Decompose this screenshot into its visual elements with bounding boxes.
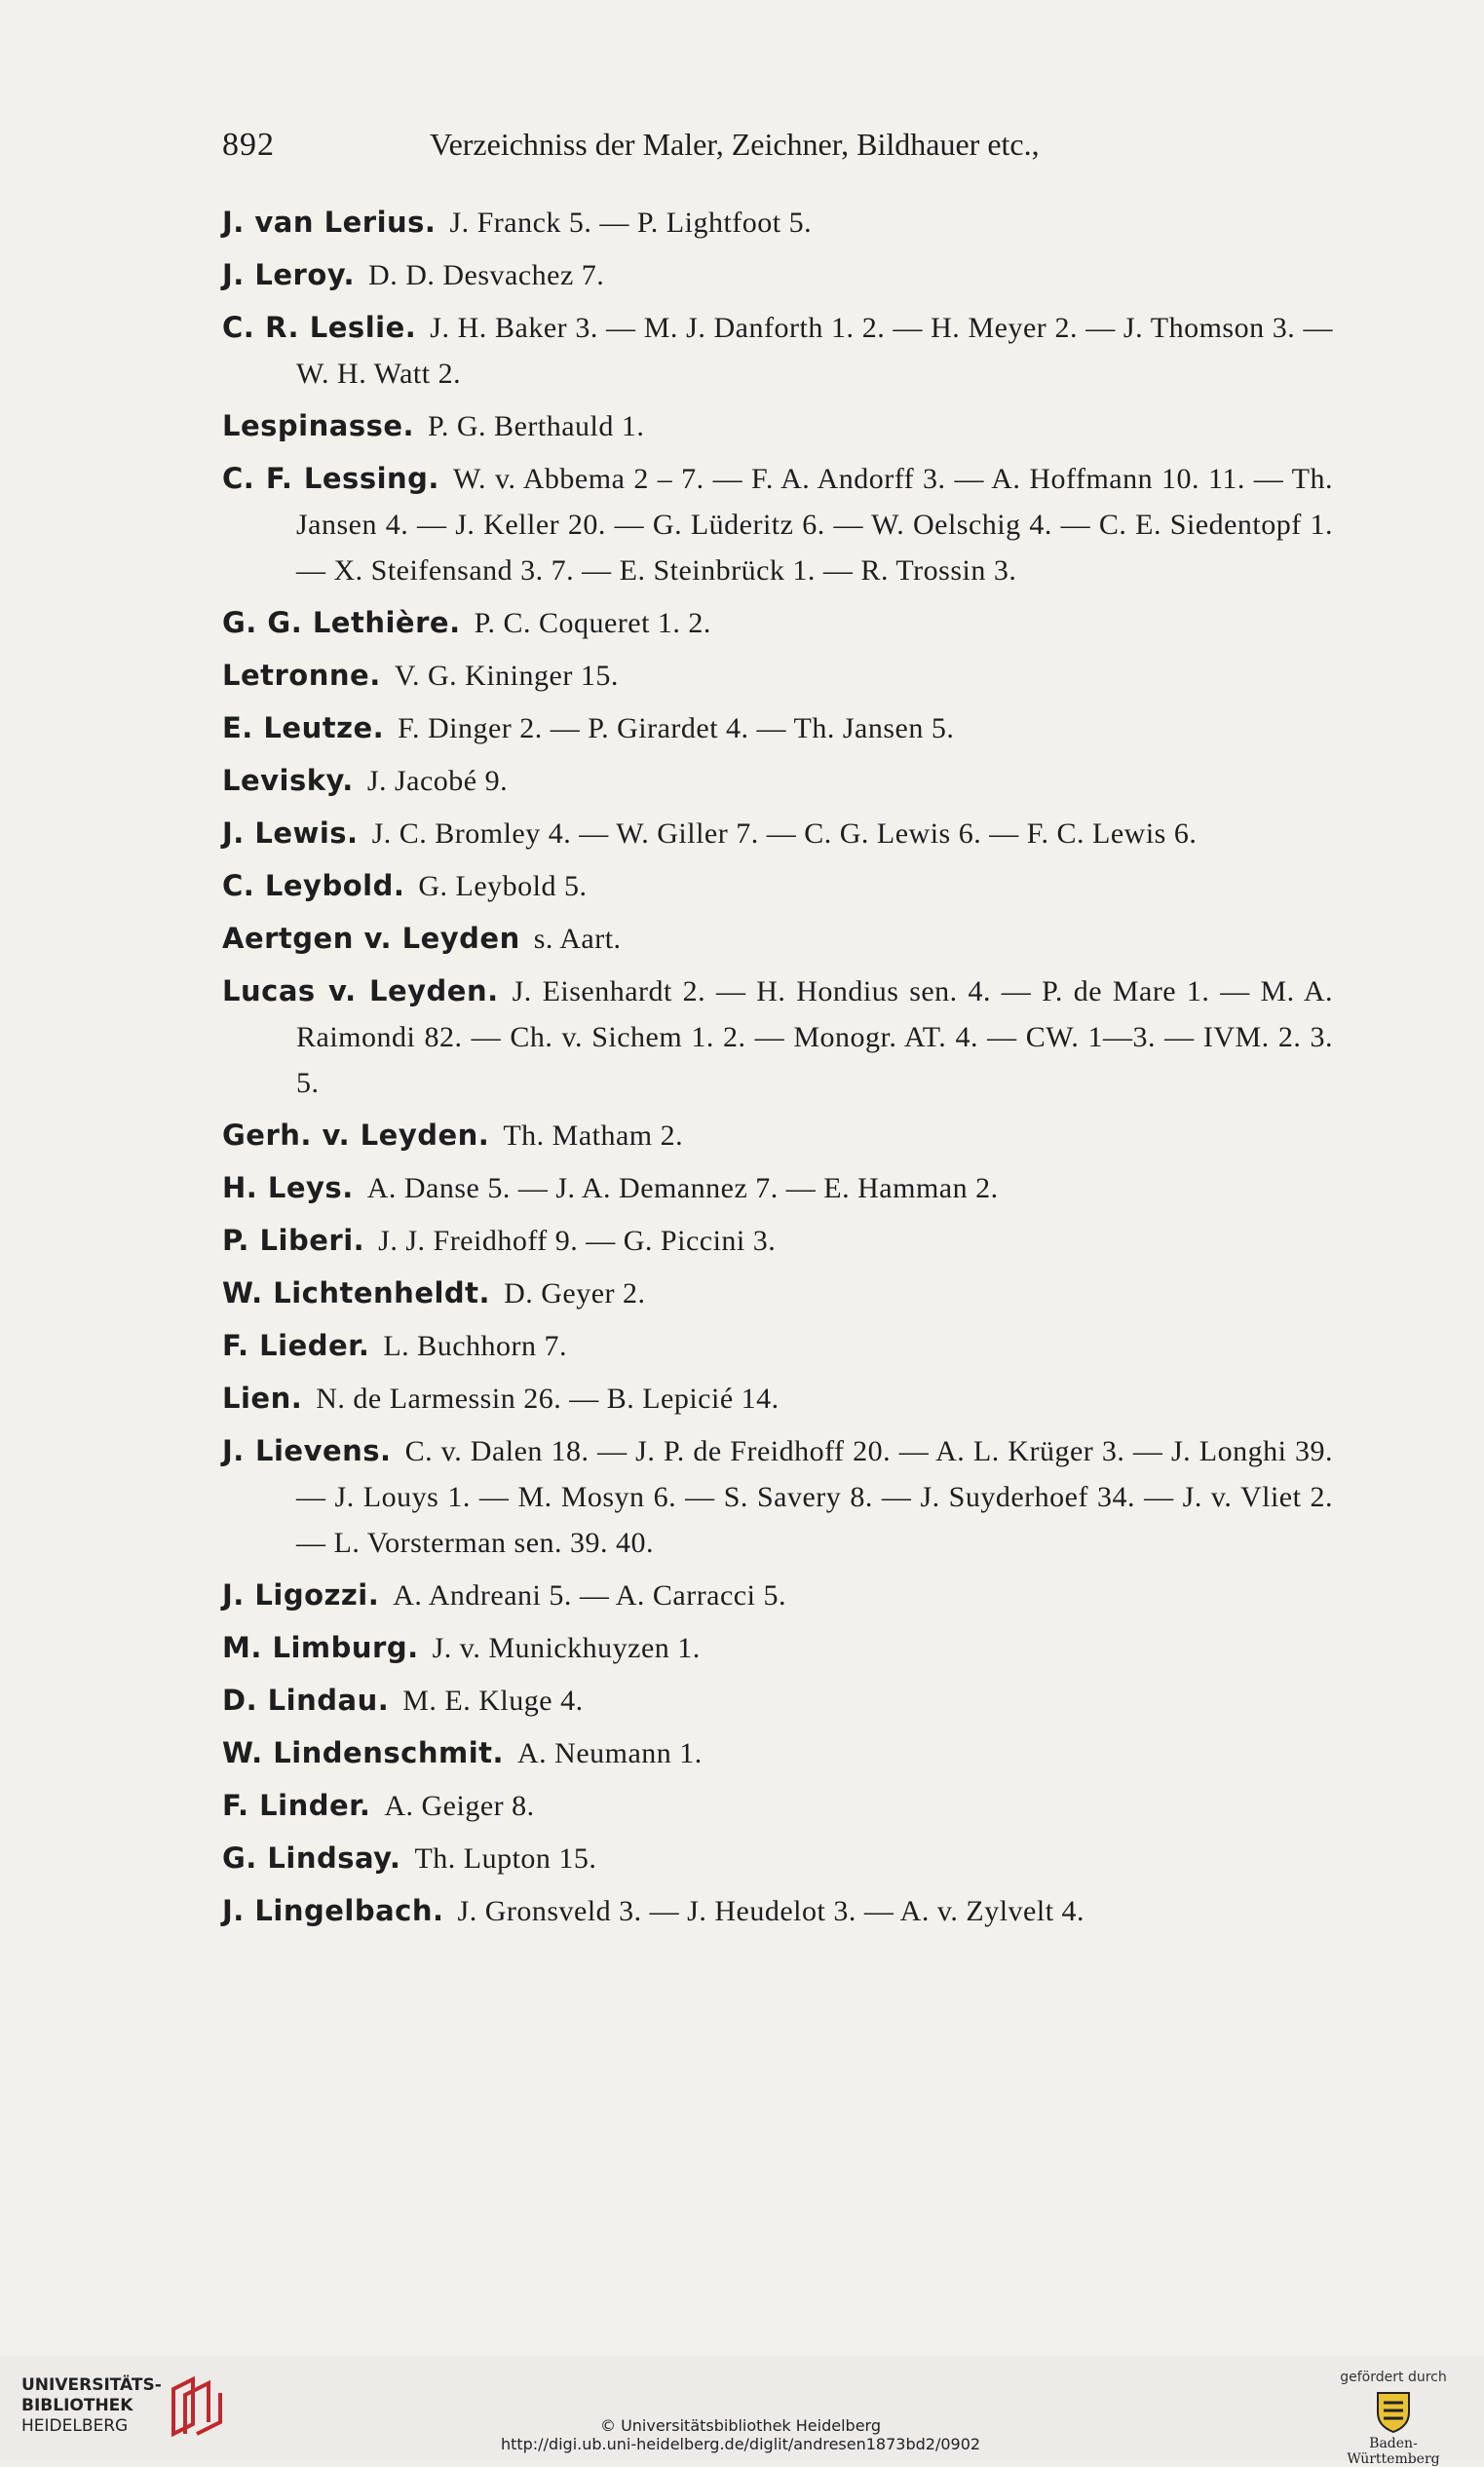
index-entry [222,968,1333,1106]
index-entry [222,1730,1333,1776]
state-crest-icon [1370,2389,1417,2434]
engraver-references: A. Andreani 5. — A. Carracci 5. [393,1579,786,1612]
index-entry [222,758,1333,804]
index-entry [222,863,1333,909]
artist-name: W. Lichtenheldt. [222,1276,491,1309]
index-entry [222,456,1333,593]
engraver-references: Th. Matham 2. [503,1120,684,1152]
engraver-references: A. Geiger 8. [384,1790,535,1822]
footer-bar [0,2356,1484,2467]
engraver-references: J. v. Munickhuyzen 1. [432,1632,701,1664]
index-entry [222,1376,1333,1422]
running-title: Verzeichniss der Maler, Zeichner, Bildhauer etc., [430,127,1040,162]
engraver-references: P. C. Coqueret 1. 2. [474,607,711,639]
artist-name: C. Leybold. [222,869,405,902]
artist-name: F. Linder. [222,1789,371,1822]
library-line-1: UNIVERSITÄTS- [21,2375,162,2395]
engraver-references: A. Neumann 1. [517,1737,703,1769]
engraver-references: J. C. Bromley 4. — W. Giller 7. — C. G. Lewis 6. — F. C. Lewis 6. [371,817,1198,850]
artist-name: J. Leroy. [222,258,356,291]
engraver-references: P. G. Berthauld 1. [428,410,645,442]
index-entry [222,1271,1333,1316]
engraver-references: D. D. Desvachez 7. [368,259,605,291]
index-entry [222,600,1333,646]
engraver-references: J. H. Baker 3. — M. J. Danforth 1. 2. — H. Meyer 2. — J. Thomson 3. — W. H. Watt 2. [296,312,1333,390]
index-entry [222,1888,1333,1934]
artist-name: J. van Lerius. [222,206,437,239]
index-entry [222,916,1333,962]
engraver-references: A. Danse 5. — J. A. Demannez 7. — E. Hamman 2. [366,1172,999,1204]
artist-name: Lucas v. Leyden. [222,974,499,1007]
library-line-3: HEIDELBERG [21,2416,129,2436]
permalink-url[interactable]: http://digi.ub.uni-heidelberg.de/diglit/andresen1873bd2/0902 [500,2435,981,2453]
index-entry [222,1428,1333,1566]
artist-name: H. Leys. [222,1171,354,1204]
index-entry [222,403,1333,449]
index-entry [222,653,1333,699]
index-entry [222,1783,1333,1829]
artist-name: P. Liberi. [222,1224,365,1257]
artist-name: Aertgen v. Leyden [222,922,520,955]
sponsor-label: gefördert durch [1340,2370,1447,2385]
artist-name: Lespinasse. [222,409,415,442]
artist-name: C. F. Lessing. [222,462,439,495]
sponsor-name: Baden-Württemberg [1347,2436,1440,2467]
engraver-references: N. de Larmessin 26. — B. Lepicié 14. [316,1383,780,1415]
artist-name: Gerh. v. Leyden. [222,1119,490,1152]
engraver-references: L. Buchhorn 7. [383,1330,567,1362]
engraver-references: W. v. Abbema 2 – 7. — F. A. Andorff 3. — A. Hoffmann 10. 11. — Th. Jansen 4. — J. Keller 20. — G. Lüderitz 6. — W. Oelschig 4. — C. E. Siedentopf 1. — X. Steifensand 3. 7. — E. Steinbrück 1. — R. Trossin 3. [296,463,1333,587]
sponsor-block [1330,2370,1457,2467]
artist-name: M. Limburg. [222,1631,419,1664]
index-entry [222,1836,1333,1881]
artist-name: J. Ligozzi. [222,1578,380,1612]
artist-name: G. Lindsay. [222,1841,401,1875]
artist-name: G. G. Lethière. [222,606,461,639]
copyright-block [487,2416,994,2453]
index-entry [222,705,1333,751]
index-entry [222,811,1333,856]
artist-index-list [222,200,1333,1941]
index-entry [222,1625,1333,1671]
engraver-references: J. J. Freidhoff 9. — G. Piccini 3. [378,1225,777,1257]
artist-name: J. Lewis. [222,816,359,850]
index-entry [222,1218,1333,1264]
artist-name: J. Lingelbach. [222,1894,444,1927]
library-name [21,2375,162,2437]
artist-name: D. Lindau. [222,1684,390,1717]
engraver-references: D. Geyer 2. [504,1277,646,1309]
engraver-references: J. Franck 5. — P. Lightfoot 5. [449,207,813,239]
engraver-references: C. v. Dalen 18. — J. P. de Freidhoff 20. — A. L. Krüger 3. — J. Longhi 39. — J. Louys 1. — M. Mosyn 6. — S. Savery 8. — J. Suyderhoef 34. — J. v. Vliet 2. — L. Vorsterman sen. 39. 40. [296,1435,1333,1559]
library-mark-icon [170,2375,224,2438]
index-entry [222,1113,1333,1158]
index-entry [222,200,1333,246]
page-header [222,127,1333,175]
engraver-references: J. Eisenhardt 2. — H. Hondius sen. 4. — P. de Mare 1. — M. A. Raimondi 82. — Ch. v. Sichem 1. 2. — Monogr. AT. 4. — CW. 1—3. — IVM. 2. 3. 5. [296,975,1333,1099]
library-line-2: BIBLIOTHEK [21,2396,133,2415]
index-entry [222,305,1333,397]
index-entry [222,1678,1333,1724]
artist-name: C. R. Leslie. [222,311,417,344]
copyright-text: © Universitätsbibliothek Heidelberg [599,2416,881,2435]
engraver-references: J. Jacobé 9. [366,765,509,797]
index-entry [222,1573,1333,1618]
engraver-references: s. Aart. [533,923,622,955]
engraver-references: M. E. Kluge 4. [402,1685,584,1717]
artist-name: J. Lievens. [222,1434,392,1467]
artist-name: Letronne. [222,659,381,692]
engraver-references: J. Gronsveld 3. — J. Heudelot 3. — A. v. Zylvelt 4. [457,1895,1085,1927]
artist-name: W. Lindenschmit. [222,1736,505,1769]
engraver-references: F. Dinger 2. — P. Girardet 4. — Th. Jansen 5. [398,712,955,744]
artist-name: E. Leutze. [222,711,385,744]
artist-name: Levisky. [222,764,354,797]
library-logo[interactable] [21,2375,216,2444]
index-entry [222,1323,1333,1369]
page-number: 892 [222,127,275,163]
artist-name: F. Lieder. [222,1329,370,1362]
engraver-references: G. Leybold 5. [418,870,588,902]
engraver-references: Th. Lupton 15. [414,1842,597,1875]
engraver-references: V. G. Kininger 15. [394,660,619,692]
index-entry [222,1165,1333,1211]
index-entry [222,252,1333,298]
artist-name: Lien. [222,1382,303,1415]
